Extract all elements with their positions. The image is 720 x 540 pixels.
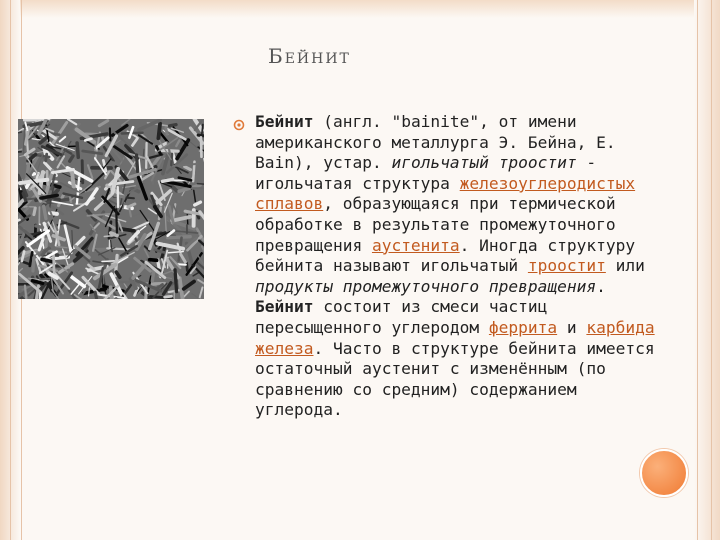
grain-needle <box>53 252 54 277</box>
grain-needle <box>116 272 119 277</box>
text-fragment: или <box>605 256 645 276</box>
text-fragment: . Иногда структуру бейнита называют игольчатый <box>255 235 636 276</box>
grain-needle <box>40 279 49 280</box>
grain-needle <box>116 209 117 232</box>
grain-needle <box>77 143 78 157</box>
grain-needle <box>139 135 153 144</box>
grain-needle <box>33 258 34 271</box>
grain-needle <box>28 155 36 161</box>
grain-needle <box>113 162 119 165</box>
grain-needle <box>114 195 123 197</box>
link-ferrite[interactable]: феррита <box>488 317 558 337</box>
grain-needle <box>176 140 179 146</box>
bullet-icon <box>232 118 246 132</box>
grain-needle <box>22 251 24 261</box>
italic-term: игольчатый троостит <box>391 153 577 173</box>
grain-needle <box>82 161 83 183</box>
grain-needle <box>184 282 194 289</box>
grain-needle <box>178 264 186 265</box>
grain-needle <box>32 139 42 141</box>
grain-needle <box>166 128 167 134</box>
grain-needle <box>46 154 47 161</box>
grain-needle <box>132 138 137 145</box>
bainite-microstructure-image <box>18 119 204 299</box>
link-iron-carbide[interactable]: карбида железа <box>255 317 655 358</box>
grain-needle <box>184 291 190 297</box>
text-fragment: и <box>557 317 587 337</box>
grain-needle <box>128 204 135 207</box>
grain-needle <box>18 132 21 133</box>
link-austenite[interactable]: аустенита <box>371 235 460 255</box>
grain-needle <box>83 151 102 154</box>
grain-needle <box>152 270 154 281</box>
grain-needle <box>104 236 112 237</box>
grain-needle <box>170 125 177 126</box>
grain-needle <box>44 206 46 218</box>
text-fragment: (англ. "bainite", от имени американского металлурга Э. Бейна, E. Bain), устар. <box>255 112 616 173</box>
frame-top-border <box>0 0 720 18</box>
grain-needle <box>131 279 136 288</box>
grain-needle <box>60 137 66 142</box>
grain-needle <box>40 136 48 143</box>
grain-needle <box>157 244 183 249</box>
frame-left-line <box>10 0 11 540</box>
text-fragment: - игольчатая структура <box>255 153 597 193</box>
term-bainite: Бейнит <box>255 297 314 317</box>
grain-needle <box>39 239 43 250</box>
grain-needle <box>56 247 67 248</box>
text-fragment: состоит из смеси частиц пересыщенного углеродом <box>255 297 548 337</box>
grain-needle <box>111 233 117 235</box>
link-troostite[interactable]: троостит <box>527 256 606 276</box>
grain-needle <box>89 288 90 296</box>
grain-needle <box>68 119 76 124</box>
grain-needle <box>195 202 201 205</box>
grain-needle <box>198 280 204 286</box>
grain-needle <box>197 184 204 185</box>
text-fragment: , образующаяся при термической обработке в результате промежуточного превращения <box>255 194 616 255</box>
term-bainite: Бейнит <box>255 112 314 131</box>
grain-needle <box>192 294 204 299</box>
grain-needle <box>172 231 198 233</box>
text-fragment: . Часто в структуре бейнита имеется остаточный аустенит с изменённым (по сравнению со средним) содержанием углерода. <box>255 338 655 420</box>
grain-needle <box>163 179 173 181</box>
orange-circle-icon <box>640 449 688 497</box>
grain-needle <box>124 283 128 288</box>
grain-needle <box>198 287 203 299</box>
frame-right-line <box>711 0 712 540</box>
grain-needle <box>156 191 170 203</box>
grain-needle <box>129 127 133 138</box>
frame-right-line-inner <box>697 0 698 540</box>
grain-needle <box>85 139 91 141</box>
body-paragraph <box>255 112 665 421</box>
grain-needle <box>99 121 107 126</box>
grain-needle <box>168 237 191 238</box>
grain-needle <box>18 157 23 158</box>
grain-needle <box>137 155 138 172</box>
italic-term: продукты промежуточного превращения <box>255 276 597 296</box>
grain-needle <box>72 173 73 187</box>
grain-needle <box>72 230 73 248</box>
slide-title: Бейнит <box>268 44 351 68</box>
grain-needle <box>150 260 157 261</box>
grain-needle <box>158 124 160 139</box>
grain-needle <box>181 254 186 262</box>
grain-needle <box>36 226 43 228</box>
grain-needle <box>165 296 172 297</box>
grain-needle <box>193 273 198 276</box>
grain-needle <box>70 156 73 161</box>
grain-needle <box>71 283 80 294</box>
grain-needle <box>42 259 52 261</box>
text-fragment: . <box>596 276 606 296</box>
grain-needle <box>102 261 114 262</box>
link-iron-carbon-alloys[interactable]: железоуглеродистых сплавов <box>255 173 636 214</box>
grain-needle <box>175 270 177 292</box>
grain-needle <box>34 208 35 215</box>
grain-needle <box>185 167 191 170</box>
